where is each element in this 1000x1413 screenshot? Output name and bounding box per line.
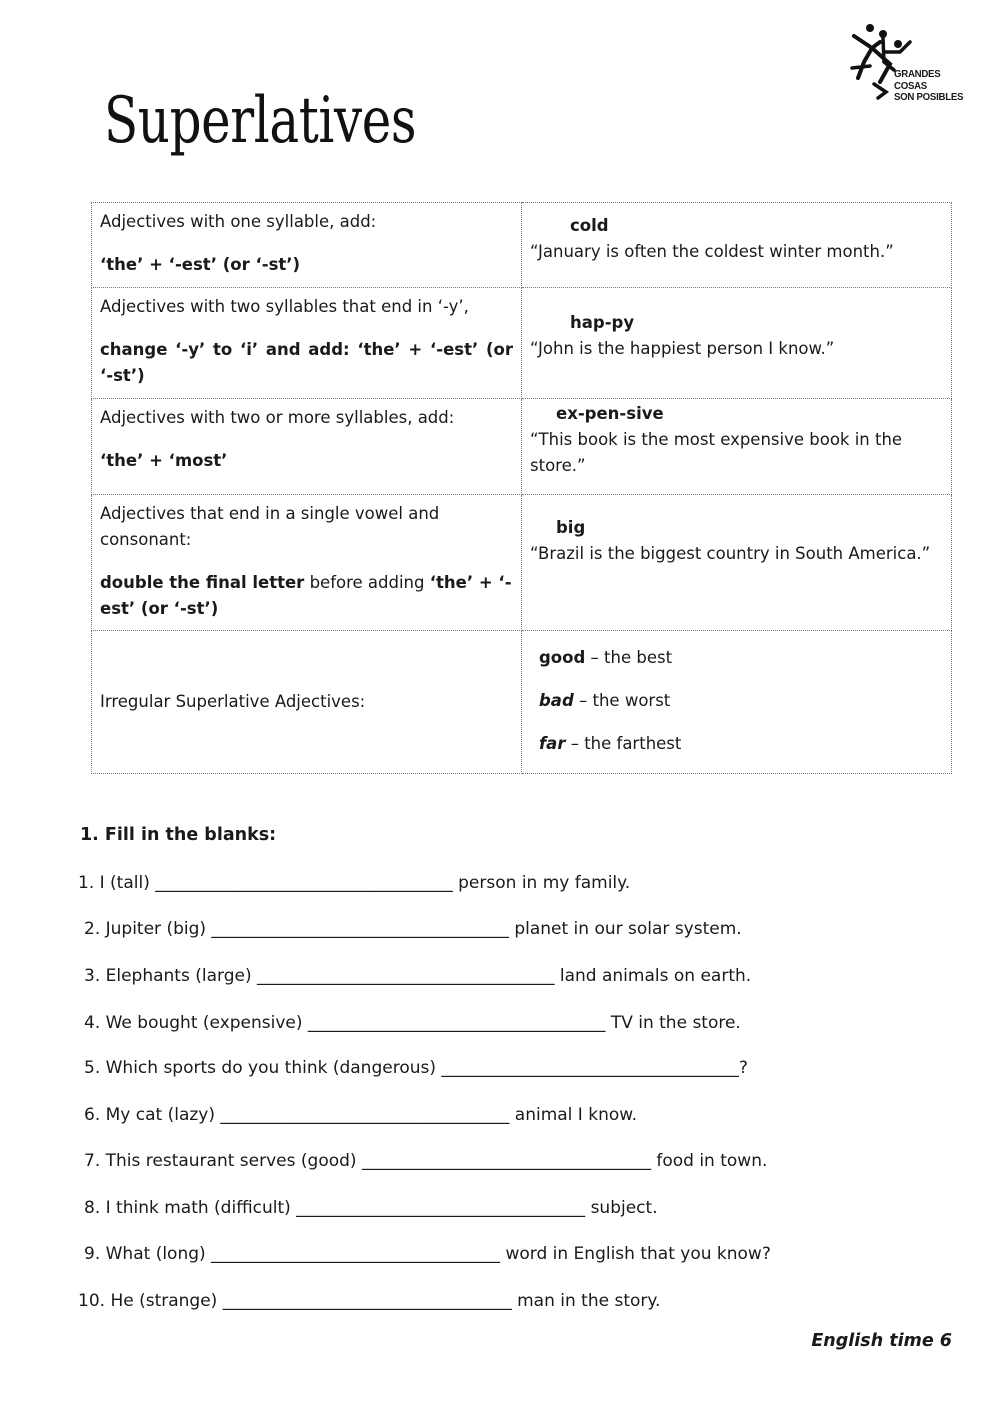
rules-table: [91, 202, 952, 774]
example-word: hap-py: [570, 313, 635, 332]
page-title: Superlatives: [104, 84, 417, 158]
exercise-item-8: 8. I think math (difficult) __________________________________ subject.: [84, 1198, 658, 1218]
irregular-item-good: good – the best: [539, 648, 673, 667]
rule-cell: [92, 495, 522, 631]
irregular-label-cell: [92, 631, 522, 774]
exercise-title: 1. Fill in the blanks:: [80, 825, 277, 845]
exercise-item-9: 9. What (long) __________________________________ word in English that you know?: [84, 1244, 771, 1264]
rule-row-vowel-consonant: [92, 495, 952, 631]
rule-formula-bold: double the final letter: [100, 573, 305, 592]
example-sentence: “Brazil is the biggest country in South America.”: [530, 544, 931, 563]
exercise-item-4: 4. We bought (expensive) ___________________________________ TV in the store.: [84, 1013, 741, 1033]
rule-row-two-syllable-y: [92, 288, 952, 399]
example-sentence: “John is the happiest person I know.”: [530, 339, 835, 358]
exercise-item-7: 7. This restaurant serves (good) __________________________________ food in town.: [84, 1151, 768, 1171]
logo-line-2: SON POSIBLES: [894, 91, 964, 103]
rule-cell: [92, 288, 522, 399]
example-cell: [522, 495, 952, 631]
rule-formula: change ‘-y’ to ‘i’ and add: ‘the’ + ‘-est’ (or ‘-st’): [100, 340, 513, 385]
example-cell: [522, 288, 952, 399]
exercise-item-2: 2. Jupiter (big) ___________________________________ planet in our solar system.: [84, 919, 742, 939]
example-sentence: “January is often the coldest winter month.”: [530, 242, 894, 261]
exercise-item-5: 5. Which sports do you think (dangerous) ___________________________________?: [84, 1058, 748, 1078]
rule-formula: [100, 570, 513, 622]
rule-formula-bold: ‘the’ + ‘-est’ (or ‘-st’): [100, 573, 512, 618]
example-cell: [522, 399, 952, 495]
rule-formula: ‘the’ + ‘most’: [100, 451, 228, 470]
footer-text: English time 6: [811, 1331, 952, 1351]
exercise-item-3: 3. Elephants (large) ___________________________________ land animals on earth.: [84, 966, 752, 986]
irregular-item-bad: bad – the worst: [539, 691, 671, 710]
rule-row-irregular: [92, 631, 952, 774]
irregular-list-cell: [522, 631, 952, 774]
logo: [850, 22, 975, 102]
rule-text: Adjectives with two syllables that end in ‘-y’,: [100, 297, 469, 316]
logo-line-1: GRANDES COSAS: [894, 68, 941, 92]
example-cell: [522, 203, 952, 288]
rule-text: Adjectives that end in a single vowel and consonant:: [100, 504, 440, 549]
rule-row-one-syllable: [92, 203, 952, 288]
rule-row-two-or-more-syllables: [92, 399, 952, 495]
exercise-item-6: 6. My cat (lazy) __________________________________ animal I know.: [84, 1105, 637, 1125]
example-sentence: “This book is the most expensive book in the store.”: [530, 430, 903, 475]
rule-formula-mid: before adding: [304, 573, 430, 592]
irregular-label: Irregular Superlative Adjectives:: [100, 692, 366, 711]
exercise-item-10: 10. He (strange) __________________________________ man in the story.: [78, 1291, 661, 1311]
rule-text: Adjectives with two or more syllables, add:: [100, 408, 455, 427]
rule-text: Adjectives with one syllable, add:: [100, 212, 377, 231]
rule-formula: ‘the’ + ‘-est’ (or ‘-st’): [100, 255, 301, 274]
example-word: ex-pen-sive: [556, 404, 664, 423]
irregular-item-far: far – the farthest: [539, 734, 682, 753]
rule-cell: [92, 399, 522, 495]
example-word: cold: [570, 216, 609, 235]
rule-cell: [92, 203, 522, 288]
exercise-item-1: 1. I (tall) ___________________________________ person in my family.: [78, 873, 631, 893]
logo-text: [894, 69, 968, 104]
example-word: big: [556, 518, 586, 537]
